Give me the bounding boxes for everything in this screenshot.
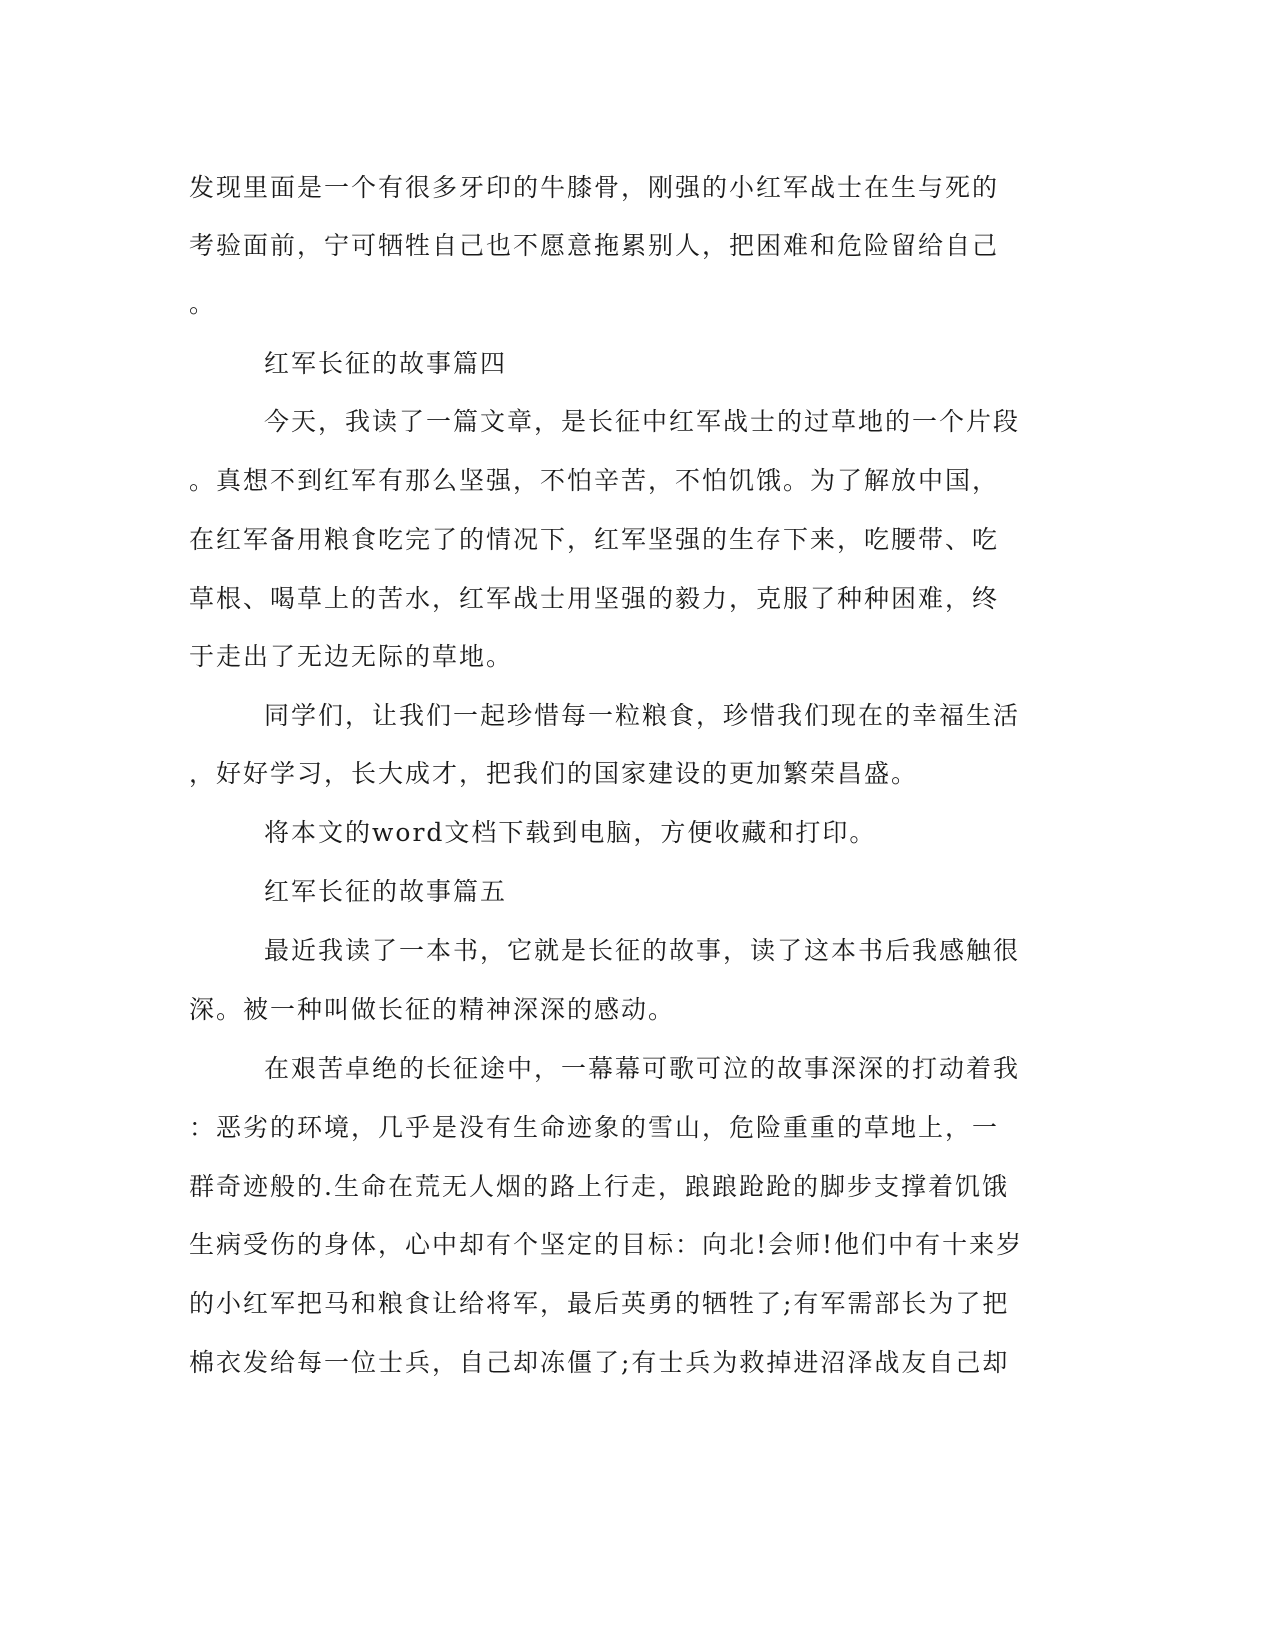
text-line — [0, 1167, 1275, 1207]
paragraph-text: 同学们，让我们一起珍惜每一粒粮食，珍惜我们现在的幸福生活 — [264, 701, 1021, 730]
paragraph-text: 。 — [189, 289, 217, 318]
text-line — [0, 637, 1275, 677]
section-heading-line — [0, 872, 1275, 912]
text-line — [0, 461, 1275, 501]
text-line — [0, 1343, 1275, 1383]
text-line — [0, 284, 1275, 324]
text-line — [0, 168, 1275, 208]
paragraph-text: 最近我读了一本书，它就是长征的故事，读了这本书后我感触很 — [264, 936, 1021, 965]
paragraph-text: 的小红军把马和粮食让给将军，最后英勇的牺牲了;有军需部长为了把 — [189, 1289, 1010, 1318]
paragraph-text: 考验面前，宁可牺牲自己也不愿意拖累别人，把困难和危险留给自己 — [189, 231, 1000, 260]
text-line — [0, 226, 1275, 266]
text-line — [0, 579, 1275, 619]
text-line — [0, 1049, 1275, 1089]
text-line — [0, 931, 1275, 971]
paragraph-text: 棉衣发给每一位士兵，自己却冻僵了;有士兵为救掉进沼泽战友自己却 — [189, 1348, 1010, 1377]
section-heading: 红军长征的故事篇四 — [264, 349, 508, 378]
paragraph-text: 。真想不到红军有那么坚强，不怕辛苦，不怕饥饿。为了解放中国， — [189, 466, 1000, 495]
paragraph-text: ：恶劣的环境，几乎是没有生命迹象的雪山，危险重重的草地上，一 — [189, 1113, 1000, 1142]
paragraph-text: 生病受伤的身体，心中却有个坚定的目标：向北!会师!他们中有十来岁 — [189, 1230, 1024, 1259]
paragraph-text: 在红军备用粮食吃完了的情况下，红军坚强的生存下来，吃腰带、吃 — [189, 525, 1000, 554]
paragraph-text: 深。被一种叫做长征的精神深深的感动。 — [189, 995, 676, 1024]
download-note: 将本文的word文档下载到电脑，方便收藏和打印。 — [264, 818, 877, 847]
text-line — [0, 1225, 1275, 1265]
text-line — [0, 1284, 1275, 1324]
paragraph-text: 今天，我读了一篇文章，是长征中红军战士的过草地的一个片段 — [264, 407, 1021, 436]
text-line — [0, 696, 1275, 736]
text-line — [0, 402, 1275, 442]
paragraph-text: 在艰苦卓绝的长征途中，一幕幕可歌可泣的故事深深的打动着我 — [264, 1054, 1021, 1083]
text-line — [0, 754, 1275, 794]
section-heading-line — [0, 344, 1275, 384]
text-line — [0, 813, 1275, 853]
text-line — [0, 520, 1275, 560]
paragraph-text: 于走出了无边无际的草地。 — [189, 642, 514, 671]
text-line — [0, 1108, 1275, 1148]
paragraph-text: 群奇迹般的.生命在荒无人烟的路上行走，踉踉跄跄的脚步支撑着饥饿 — [189, 1172, 1009, 1201]
paragraph-text: 发现里面是一个有很多牙印的牛膝骨，刚强的小红军战士在生与死的 — [189, 173, 1000, 202]
paragraph-text: 草根、喝草上的苦水，红军战士用坚强的毅力，克服了种种困难，终 — [189, 584, 1000, 613]
section-heading: 红军长征的故事篇五 — [264, 877, 508, 906]
text-line — [0, 990, 1275, 1030]
paragraph-text: ，好好学习，长大成才，把我们的国家建设的更加繁荣昌盛。 — [189, 759, 919, 788]
